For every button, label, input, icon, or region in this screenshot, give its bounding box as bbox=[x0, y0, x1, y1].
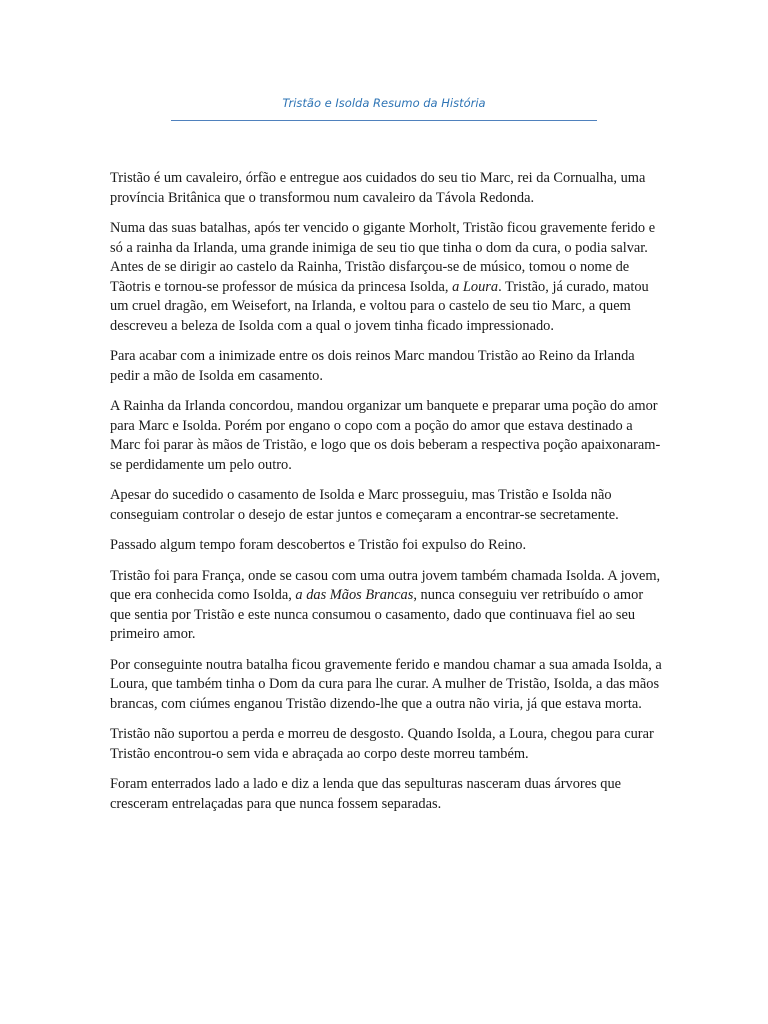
paragraph-text: Por conseguinte noutra batalha ficou gravemente ferido e mandou chamar a sua amada Isolda, a Loura, que também tinha o Dom da cura para lhe curar. A mulher de Tristão, Isolda, a das mãos brancas, com ciúmes enganou Tristão dizendo-lhe que a outra não viria, já que estava morta. bbox=[110, 656, 662, 712]
paragraph-text: Para acabar com a inimizade entre os dois reinos Marc mandou Tristão ao Reino da Irlanda pedir a mão de Isolda em casamento. bbox=[110, 348, 635, 384]
paragraph-9 bbox=[110, 725, 662, 764]
paragraph-3 bbox=[110, 347, 662, 386]
italic-phrase: a Loura bbox=[452, 278, 499, 295]
paragraph-10 bbox=[110, 775, 662, 814]
paragraph-1 bbox=[110, 169, 662, 208]
paragraph-8 bbox=[110, 656, 662, 715]
paragraph-text: Tristão é um cavaleiro, órfão e entregue aos cuidados do seu tio Marc, rei da Cornualha, uma província Britânica que o transformou num cavaleiro da Távola Redonda. bbox=[110, 170, 646, 206]
paragraph-4 bbox=[110, 397, 662, 475]
paragraph-text: Passado algum tempo foram descobertos e Tristão foi expulso do Reino. bbox=[110, 537, 527, 553]
paragraph-text: Tristão não suportou a perda e morreu de desgosto. Quando Isolda, a Loura, chegou para curar Tristão encontrou-o sem vida e abraçada ao corpo deste morreu também. bbox=[110, 726, 654, 762]
paragraph-5 bbox=[110, 486, 662, 525]
paragraph-text: Tristão foi para França, onde se casou com uma outra jovem também chamada Isolda. A jovem, que era conhecida como Isolda, bbox=[110, 567, 661, 603]
italic-phrase: a das Mãos Brancas bbox=[295, 587, 414, 603]
paragraph-text: Apesar do sucedido o casamento de Isolda e Marc prosseguiu, mas Tristão e Isolda não conseguiam controlar o desejo de estar juntos e começaram a encontrar-se secretamente. bbox=[110, 487, 619, 523]
document-body bbox=[110, 169, 662, 825]
title-underline bbox=[171, 120, 597, 121]
paragraph-6 bbox=[110, 536, 662, 556]
paragraph-text: Numa das suas batalhas, após ter vencido o gigante Morholt, Tristão ficou gravemente ferido e só a rainha da Irlanda, uma grande inimiga de seu tio que tinha o dom da cura, o podia salvar. Antes de se dirigir ao castelo da Rainha, Tristão disfarçou-se de músico, tomou o nome de Tãotris e tornou-se professor de música da princesa Isolda, bbox=[110, 220, 656, 295]
paragraph-text: Foram enterrados lado a lado e diz a lenda que das sepulturas nasceram duas árvores que cresceram entrelaçadas para que nunca fossem separadas. bbox=[110, 776, 622, 812]
paragraph-text-continued: , nunca conseguiu ver retribuído o amor que sentia por Tristão e este nunca consumou o casamento, dado que continuava fiel ao seu primeiro amor. bbox=[110, 587, 644, 642]
document-title: Tristão e Isolda Resumo da História bbox=[282, 96, 486, 110]
paragraph-2 bbox=[110, 219, 662, 336]
paragraph-text-continued: . Tristão, já curado, matou um cruel dragão, em Weisefort, na Irlanda, e voltou para o castelo de seu tio Marc, a quem descreveu a beleza de Isolda com a qual o jovem tinha ficado impressionado. bbox=[110, 278, 649, 334]
paragraph-text: A Rainha da Irlanda concordou, mandou organizar um banquete e preparar uma poção do amor para Marc e Isolda. Porém por engano o copo com a poção do amor que estava destinado a Marc foi parar às mãos de Tristão, e logo que os dois beberam a respectiva poção apaixonaram-se perdidamente um pelo outro. bbox=[110, 398, 661, 473]
paragraph-7 bbox=[110, 567, 662, 645]
